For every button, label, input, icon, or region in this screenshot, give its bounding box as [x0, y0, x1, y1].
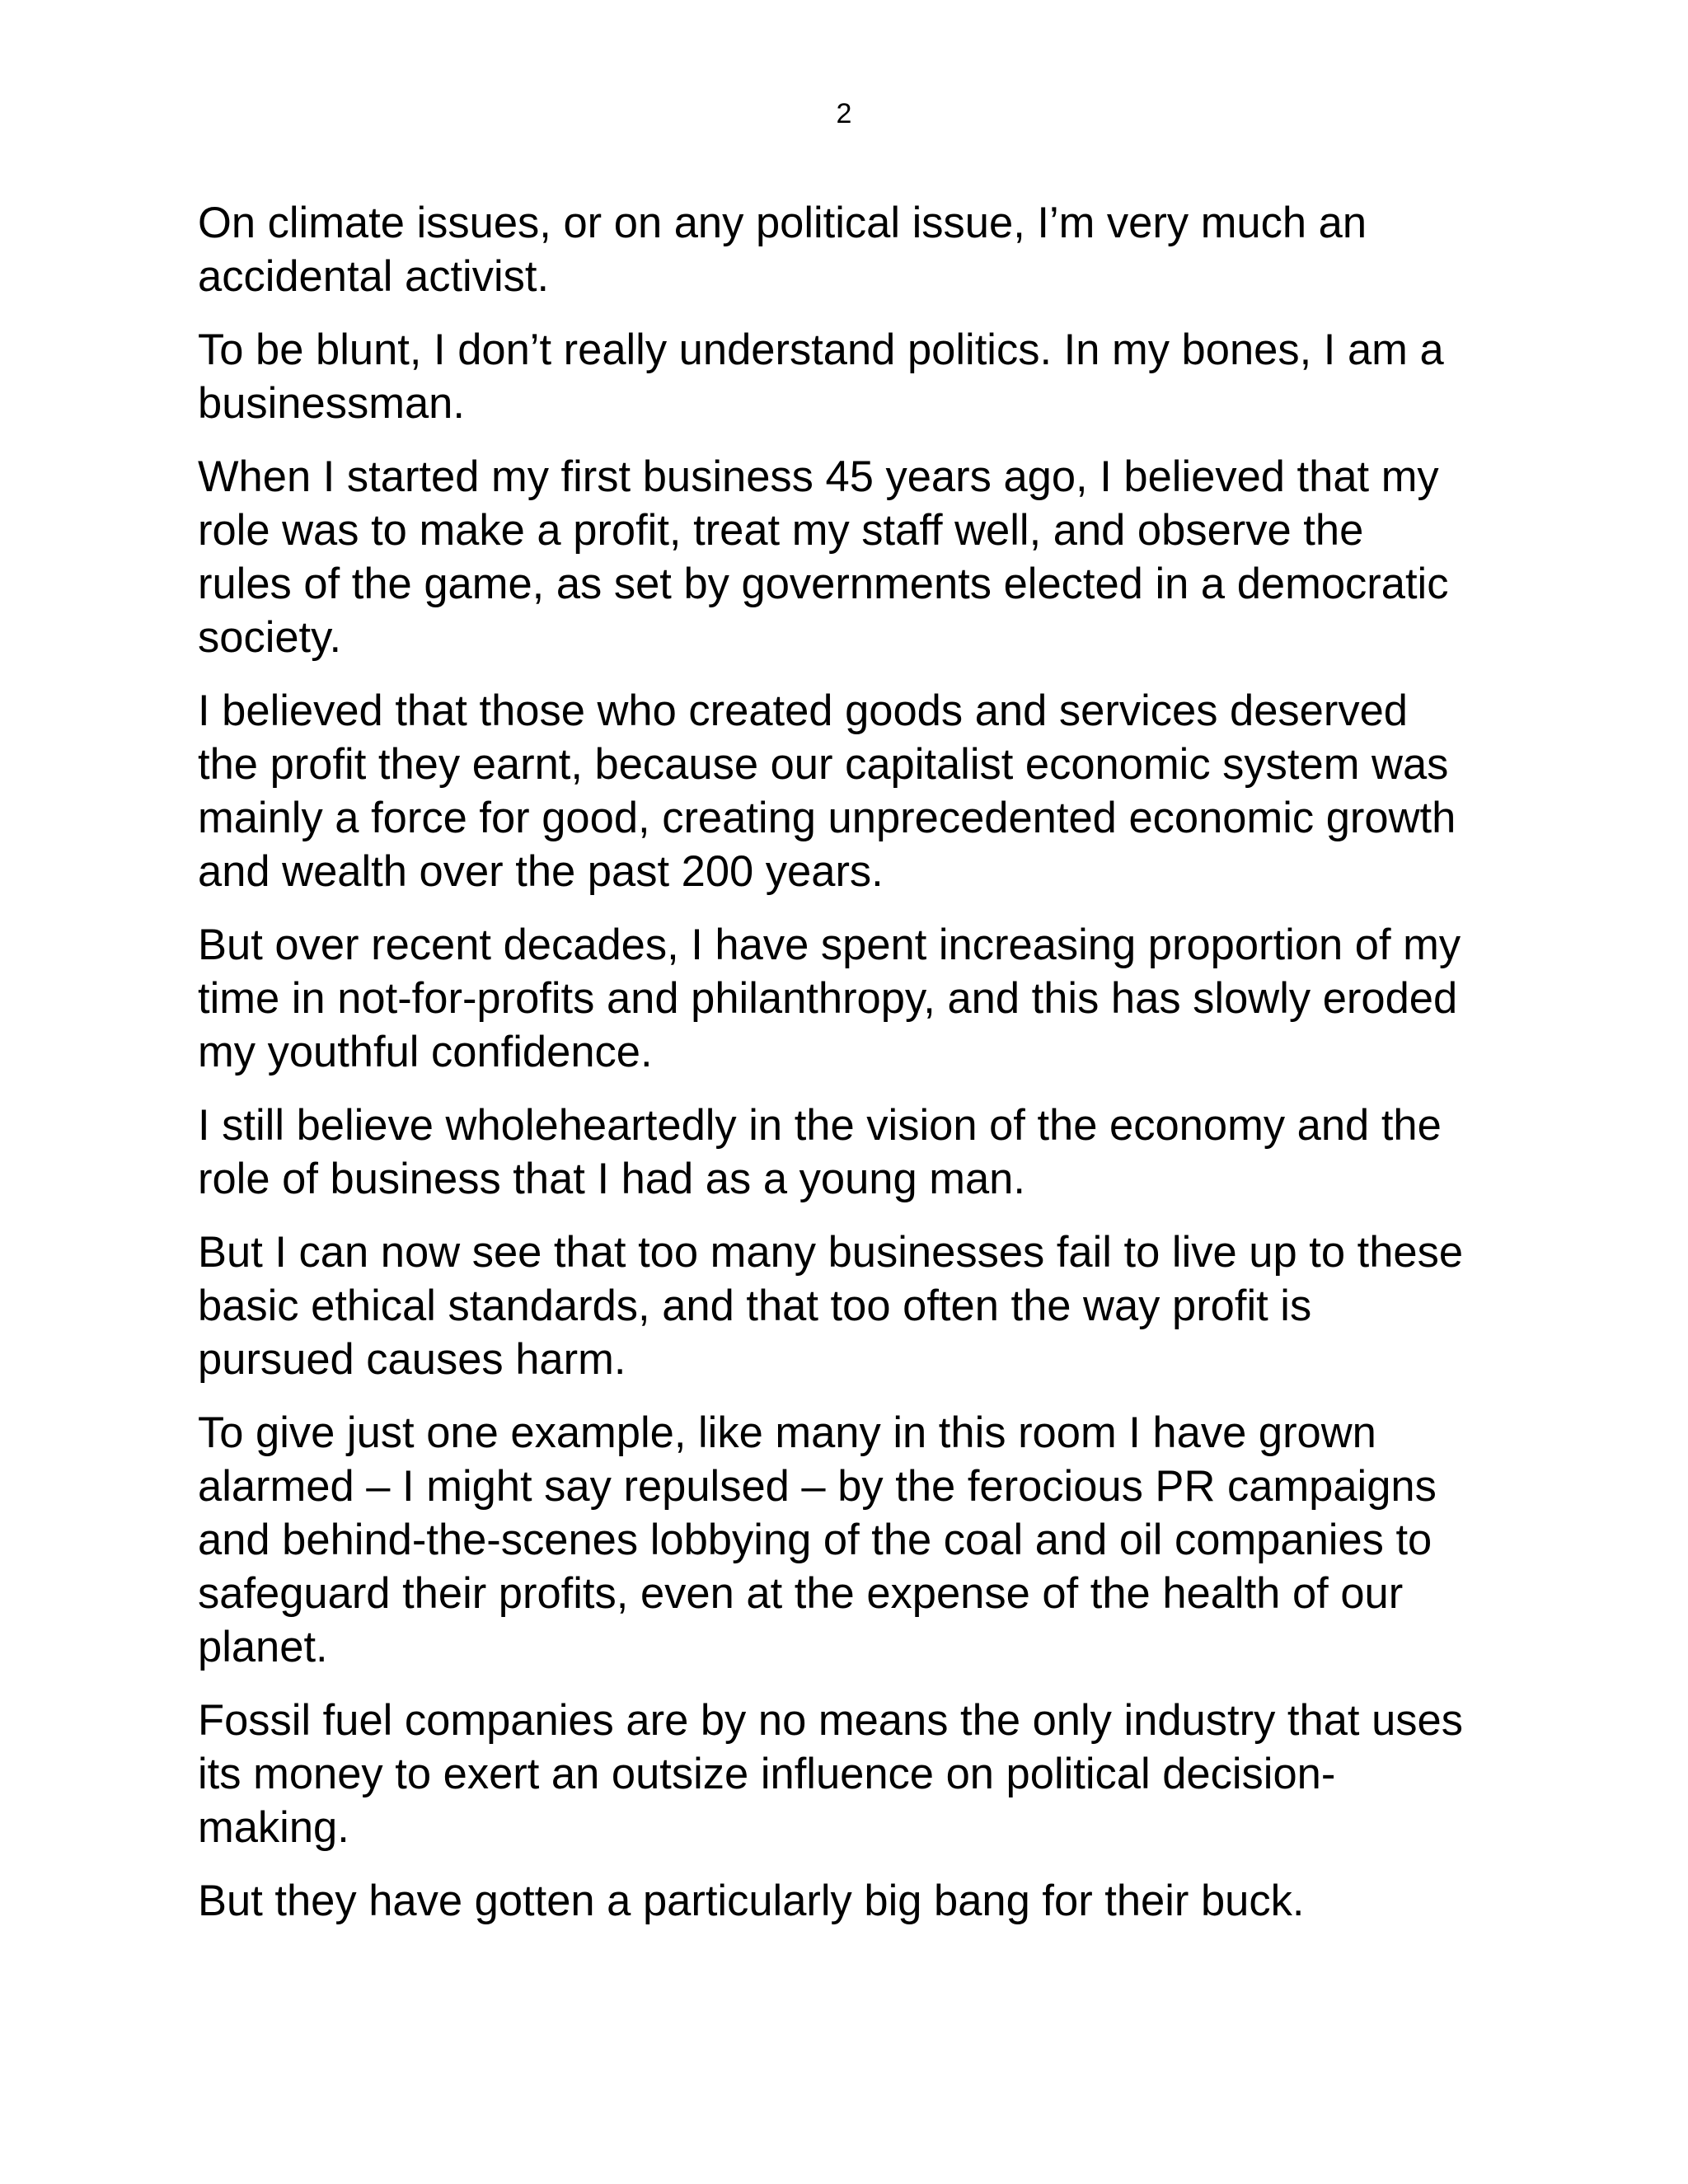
- paragraph: But they have gotten a particularly big bang for their buck.: [198, 1877, 1305, 1925]
- paragraph: I still believe wholeheartedly in the vision of the economy and the role of business that I had as a young man.: [198, 1101, 1442, 1203]
- paragraph: But I can now see that too many businesses fail to live up to these basic ethical standards, and that too often the way profit is pursued causes harm.: [198, 1228, 1464, 1384]
- paragraph: On climate issues, or on any political issue, I’m very much an accidental activist.: [198, 199, 1367, 301]
- paragraph: To be blunt, I don’t really understand politics. In my bones, I am a businessman.: [198, 326, 1444, 428]
- page-number: 2: [836, 98, 852, 129]
- paragraph: When I started my first business 45 years ago, I believed that my role was to make a profit, treat my staff well, and observe the rules of the game, as set by governments elected in a democratic society.: [198, 452, 1449, 662]
- paragraph: To give just one example, like many in this room I have grown alarmed – I might say repulsed – by the ferocious PR campaigns and behind-the-scenes lobbying of the coal and oil companies to safeguard their profits, even at the expense of the health of our planet.: [198, 1408, 1437, 1671]
- paragraph: But over recent decades, I have spent increasing proportion of my time in not-for-profits and philanthropy, and this has slowly eroded my youthful confidence.: [198, 921, 1461, 1076]
- body-text: [198, 196, 1500, 1947]
- paragraph: I believed that those who created goods and services deserved the profit they earnt, because our capitalist economic system was mainly a force for good, creating unprecedented economic growth and wealth over the past 200 years.: [198, 687, 1456, 896]
- paragraph: Fossil fuel companies are by no means the only industry that uses its money to exert an outsize influence on political decision- making.: [198, 1696, 1463, 1852]
